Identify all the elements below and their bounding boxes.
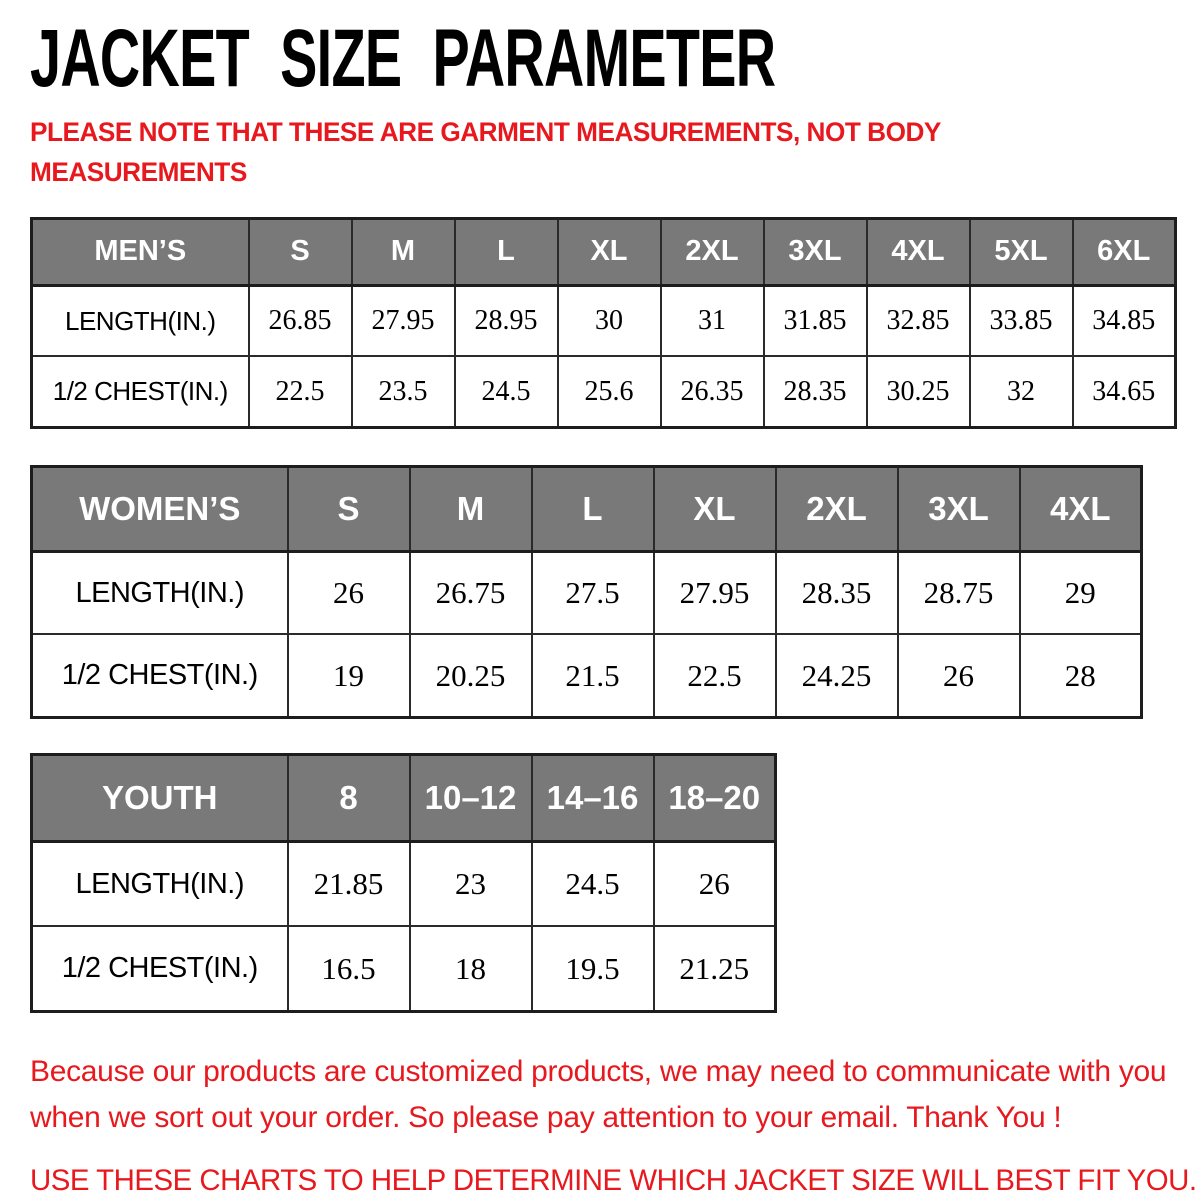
size-header-cell: M [410,466,532,551]
value-cell: 19.5 [532,926,654,1011]
value-cell: 26 [898,634,1020,717]
row-label: LENGTH(IN.) [32,551,288,634]
value-cell: 30 [558,285,661,356]
value-cell: 24.25 [776,634,898,717]
value-cell: 29 [1020,551,1142,634]
value-cell: 31 [661,285,764,356]
value-cell: 28.75 [898,551,1020,634]
size-header-cell: 18–20 [654,754,776,841]
size-header-cell: XL [654,466,776,551]
size-header-cell: 3XL [764,218,867,285]
row-label: 1/2 CHEST(IN.) [32,356,249,427]
size-header-cell: S [288,466,410,551]
size-header-cell: 2XL [661,218,764,285]
youth-size-table [30,753,777,1013]
footer-notes [30,1049,1200,1198]
note-line-2: MEASUREMENTS [30,157,247,188]
size-chart-page [0,13,1200,1200]
value-cell: 26.85 [249,285,352,356]
value-cell: 30.25 [867,356,970,427]
value-cell: 26 [288,551,410,634]
value-cell: 21.5 [532,634,654,717]
size-header-cell: 4XL [867,218,970,285]
note-line-1: PLEASE NOTE THAT THESE ARE GARMENT MEASUREMENTS, NOT BODY [30,116,941,147]
value-cell: 24.5 [532,841,654,926]
value-cell: 21.85 [288,841,410,926]
value-cell: 32.85 [867,285,970,356]
size-header-cell: 14–16 [532,754,654,841]
value-cell: 27.95 [352,285,455,356]
womens-length-row [32,551,1142,634]
size-header-cell: 2XL [776,466,898,551]
youth-header-row [32,754,776,841]
value-cell: 27.95 [654,551,776,634]
footer-line-3: USE THESE CHARTS TO HELP DETERMINE WHICH JACKET SIZE WILL BEST FIT YOU. [30,1163,1197,1197]
value-cell: 26.75 [410,551,532,634]
value-cell: 16.5 [288,926,410,1011]
garment-measurement-note [30,112,1165,193]
value-cell: 20.25 [410,634,532,717]
value-cell: 21.25 [654,926,776,1011]
row-label: LENGTH(IN.) [32,285,249,356]
value-cell: 28 [1020,634,1142,717]
value-cell: 28.35 [764,356,867,427]
youth-length-row [32,841,776,926]
mens-chest-row [32,356,1176,427]
value-cell: 32 [970,356,1073,427]
value-cell: 18 [410,926,532,1011]
value-cell: 28.95 [455,285,558,356]
value-cell: 28.35 [776,551,898,634]
mens-header-row [32,218,1176,285]
value-cell: 23.5 [352,356,455,427]
size-header-cell: S [249,218,352,285]
size-header-cell: M [352,218,455,285]
mens-length-row [32,285,1176,356]
size-header-cell: 10–12 [410,754,532,841]
womens-table-title-cell: WOMEN’S [32,466,288,551]
page-title: JACKET SIZE PARAMETER [30,13,776,104]
size-header-cell: L [455,218,558,285]
size-header-cell: 8 [288,754,410,841]
value-cell: 34.85 [1073,285,1176,356]
womens-header-row [32,466,1142,551]
size-header-cell: L [532,466,654,551]
row-label: LENGTH(IN.) [32,841,288,926]
row-label: 1/2 CHEST(IN.) [32,926,288,1011]
youth-table-title-cell: YOUTH [32,754,288,841]
value-cell: 31.85 [764,285,867,356]
womens-chest-row [32,634,1142,717]
size-header-cell: 4XL [1020,466,1142,551]
youth-chest-row [32,926,776,1011]
value-cell: 26.35 [661,356,764,427]
mens-size-table [30,217,1177,429]
value-cell: 23 [410,841,532,926]
value-cell: 25.6 [558,356,661,427]
value-cell: 22.5 [249,356,352,427]
value-cell: 22.5 [654,634,776,717]
value-cell: 19 [288,634,410,717]
value-cell: 33.85 [970,285,1073,356]
value-cell: 26 [654,841,776,926]
size-header-cell: XL [558,218,661,285]
footer-line-2: when we sort out your order. So please pay attention to your email. Thank You ! [30,1101,1062,1135]
womens-size-table [30,465,1143,719]
row-label: 1/2 CHEST(IN.) [32,634,288,717]
value-cell: 27.5 [532,551,654,634]
value-cell: 24.5 [455,356,558,427]
size-header-cell: 6XL [1073,218,1176,285]
footer-line-1: Because our products are customized products, we may need to communicate with you [30,1054,1167,1088]
size-header-cell: 5XL [970,218,1073,285]
size-header-cell: 3XL [898,466,1020,551]
value-cell: 34.65 [1073,356,1176,427]
mens-table-title-cell: MEN’S [32,218,249,285]
